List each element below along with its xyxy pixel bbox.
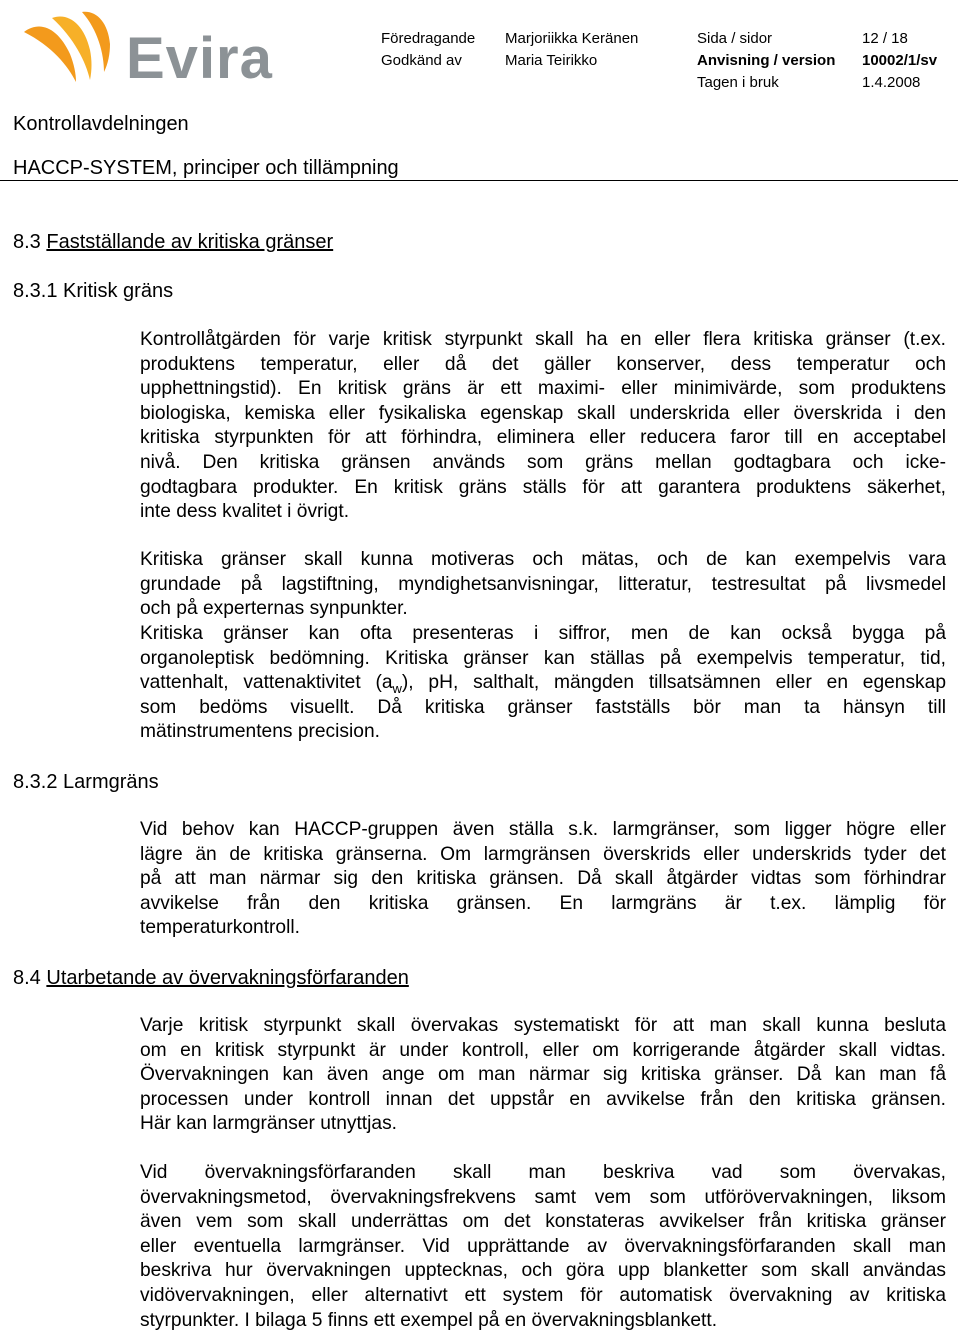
meta-labels-right — [697, 28, 835, 94]
meta-label-presenter: Föredragande — [381, 30, 476, 47]
section-8-3-2-heading: 8.3.2 Larmgräns — [13, 771, 159, 793]
evira-logo — [22, 10, 274, 90]
section-8-4-heading — [13, 966, 409, 990]
meta-label-version: Anvisning / version — [697, 52, 836, 69]
meta-in-use-date: 1.4.2008 — [862, 74, 921, 91]
paragraph-justification: Kritiska gränser skall kunna motiveras och mätas, och de kan exempelvis vara grundade på lagstiftning, myndighetsanvisningar, litteratur, testresultat på livsmedel och på experternas synpunkter. — [140, 549, 946, 620]
meta-approver-name: Maria Teirikko — [505, 52, 598, 69]
header-divider — [0, 180, 958, 181]
paragraph-monitoring: Varje kritisk styrpunkt skall övervakas systematiskt för att man skall kunna besluta om en kritisk styrpunkt är under kontroll, eller om korrigerande åtgärder skall vidtas. Övervakningen kan även ange om man närmar sig kritiska gränser. Då kan man få processen under kontroll innan det uppstår en avvikelse från den kritiska gränsen. Här kan larmgränser utnyttjas. — [140, 1015, 946, 1135]
paragraph-alarm-limit: Vid behov kan HACCP-gruppen även ställa s.k. larmgränser, som ligger högre eller lägre än de kritiska gränserna. Om larmgränsen överskrids eller underskrids tyder det på att man närmar sig den kritiska gränsen. Då skall åtgärder vidtas som förhindrar avvikelse från den kritiska gränsen. En larmgräns är t.ex. lämplig för temperaturkontroll. — [140, 819, 946, 939]
meta-values-left — [505, 28, 638, 72]
section-8-3-1-heading: 8.3.1 Kritisk gräns — [13, 280, 174, 302]
meta-label-in-use: Tagen i bruk — [697, 74, 779, 91]
evira-logo-mark — [22, 10, 132, 90]
meta-presenter-name: Marjoriikka Keränen — [505, 30, 639, 47]
meta-labels-left — [381, 28, 475, 72]
section-number: 8.3 — [13, 231, 41, 253]
meta-label-approved-by: Godkänd av — [381, 52, 462, 69]
logo-wordmark: Evira — [126, 26, 273, 91]
paragraph-monitoring-procedures: Vid övervakningsförfaranden skall man beskriva vad som övervakas, övervakningsmetod, övervakningsfrekvens samt vem som utförövervakningen, liksom även vem som skall underrättas om det konstateras avvikelser från kritiska gränser eller eventuella larmgränser. Vid upprättande av övervakningsförfaranden skall man beskriva hur övervakningen upptecknas, och göra upp blanketter som skall användas vidövervakningen, eller alternativt ett system för automatisk övervakning av kritiska styrpunkter. I bilaga 5 finns ett exempel på en övervakningsblankett. — [140, 1162, 946, 1331]
meta-version: 10002/1/sv — [862, 52, 938, 69]
document-title: HACCP-SYSTEM, principer och tillämpning — [13, 157, 399, 179]
meta-values-right — [862, 28, 937, 94]
section-title: Fastställande av kritiska gränser — [46, 231, 334, 253]
paragraph-presentation: Kritiska gränser kan ofta presenteras i siffror, men de kan också bygga på organoleptisk bedömning. Kritiska gränser kan ställas på exempelvis temperatur, tid, vattenhalt, vattenaktivitet $(a_w)$, pH, salthalt, mängden tillsatsämnen eller en egenskap som bedöms visuellt. Då kritiska gränser fastställs bör man ta hänsyn till mätinstrumentens precision. — [140, 623, 946, 743]
meta-label-page: Sida / sidor — [697, 30, 773, 47]
department-title: Kontrollavdelningen — [13, 113, 189, 135]
section-number: 8.4 — [13, 967, 41, 989]
paragraph-critical-limit: Kontrollåtgärden för varje kritisk styrpunkt skall ha en eller flera kritiska gränser (t.ex. produktens temperatur, eller då det gäller konserver, dess temperatur och upphettningstid). En kritisk gräns är ett maximi- eller minimivärde, som produktens biologiska, kemiska eller fysikaliska egenskap skall underskrida eller överskrida i den kritiska styrpunkten för att förhindra, eliminera eller reducera faror till en acceptabel nivå. Den kritiska gränsen används som gräns mellan godtagbara och icke- godtagbara produkter. En kritisk gräns ställs för att garantera produktens säkerhet, inte dess kvalitet i övrigt. — [140, 329, 946, 523]
meta-page-number: 12 / 18 — [862, 30, 908, 47]
section-8-3-heading — [13, 230, 333, 254]
section-title: Utarbetande av övervakningsförfaranden — [46, 967, 409, 989]
